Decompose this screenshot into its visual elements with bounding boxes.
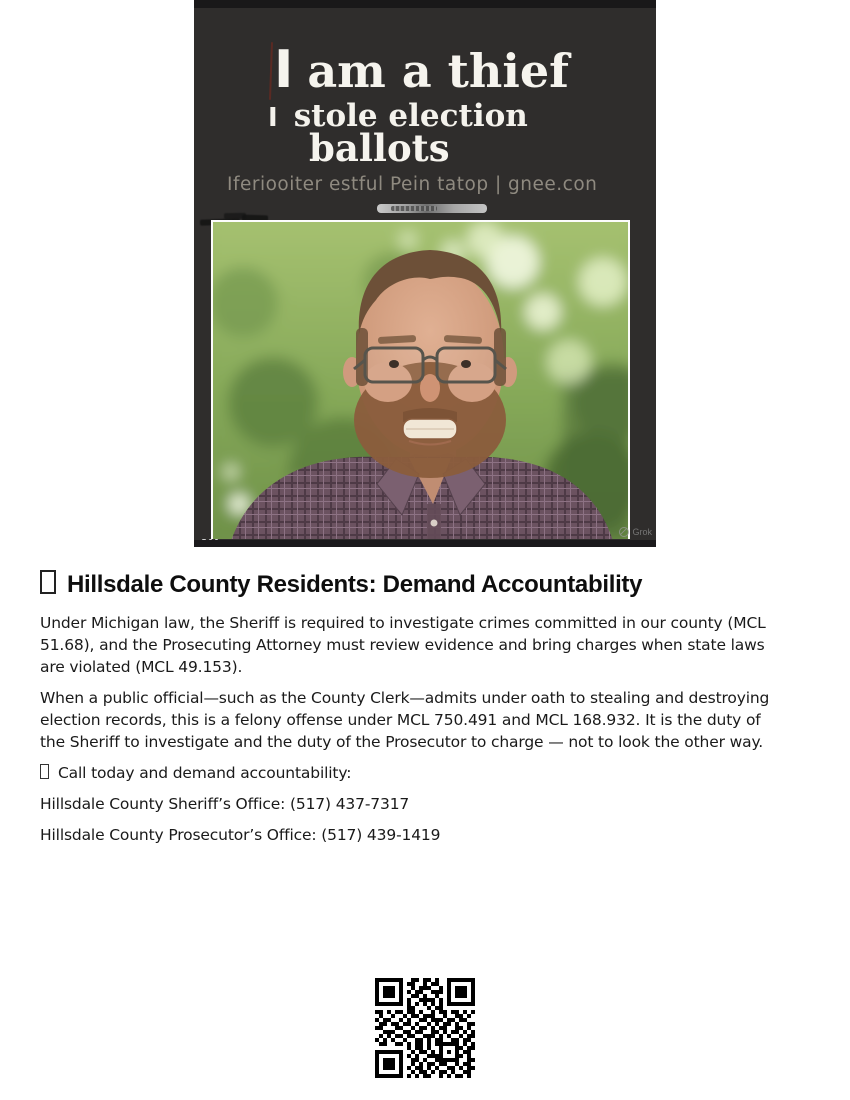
dark-scribble (224, 213, 246, 219)
eye-left (389, 360, 399, 368)
photo-watermark (619, 527, 652, 537)
page-title-text: Hillsdale County Residents: Demand Accountability (67, 571, 643, 598)
man-face (343, 250, 517, 478)
missing-emoji-box-icon (40, 570, 56, 594)
hero-caption-watermark: Iferiooiter estful Pein tatop | gnee.con (227, 174, 598, 195)
portrait-photo (211, 220, 630, 539)
slashed-circle-icon (619, 527, 629, 537)
portrait-illustration (213, 222, 628, 539)
hero-title-line2-rest: stole election (293, 98, 528, 134)
hero-title-line3: ballots (309, 126, 450, 170)
page-title (40, 570, 830, 599)
call-to-action-line (40, 762, 830, 784)
eye-right (461, 360, 471, 368)
paragraph-2 (40, 687, 830, 753)
missing-emoji-box-icon (40, 764, 49, 779)
body-line: the Sheriff to investigate and the duty of the Prosecutor to charge — not to look the other way. (40, 733, 764, 751)
hero-top-strip (194, 0, 656, 8)
shirt-button (431, 520, 438, 527)
call-to-action-text: Call today and demand accountability: (58, 764, 352, 782)
qr-code (375, 978, 475, 1078)
hero-meme-image (194, 0, 656, 547)
body-line: are violated (MCL 49.153). (40, 658, 243, 676)
hero-title-line1-rest: am a thief (307, 44, 569, 98)
body-line: When a public official—such as the County Clerk—admits under oath to stealing and destroying (40, 689, 770, 707)
prosecutor-contact-line (40, 824, 830, 846)
sheriff-contact-line (40, 793, 830, 815)
flyer-text-content (40, 570, 830, 855)
body-line: election records, this is a felony offense under MCL 750.491 and MCL 168.932. It is the duty of (40, 711, 761, 729)
hero-title-line2-initial: I (268, 103, 278, 133)
contact-text: Hillsdale County Prosecutor’s Office: (517) 439-1419 (40, 826, 441, 844)
hero-title-line1-initial: I (274, 40, 294, 100)
paragraph-1 (40, 612, 830, 678)
pill-marks (391, 206, 437, 211)
red-accent-line (269, 42, 273, 100)
hero-title-line1 (274, 40, 569, 100)
body-line: Under Michigan law, the Sheriff is required to investigate crimes committed in our county (MCL (40, 614, 766, 632)
photo-watermark-label: Grok (632, 527, 652, 537)
body-line: 51.68), and the Prosecuting Attorney must review evidence and bring charges when state laws (40, 636, 765, 654)
gray-pill-bar (377, 204, 487, 213)
hero-bottom-strip (194, 540, 656, 547)
contact-text: Hillsdale County Sheriff’s Office: (517) 437-7317 (40, 795, 410, 813)
